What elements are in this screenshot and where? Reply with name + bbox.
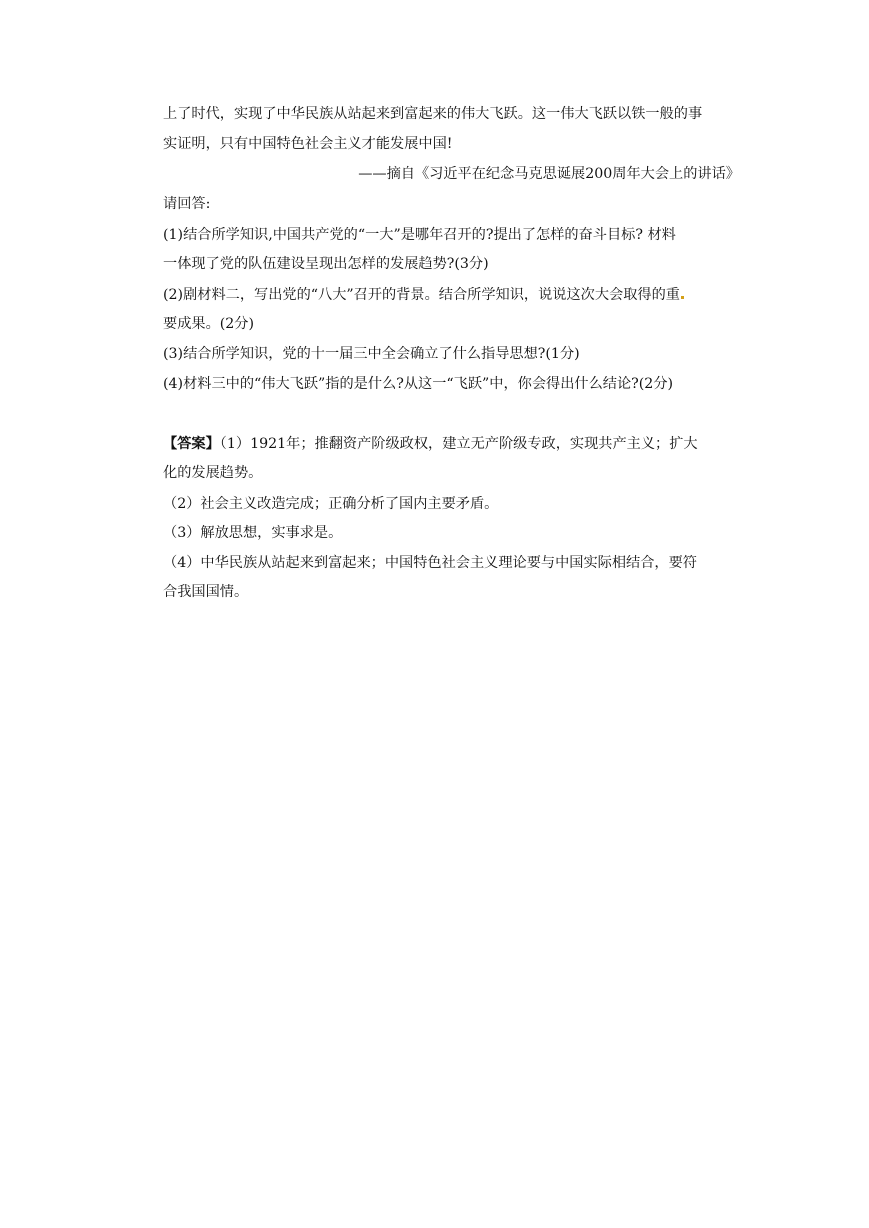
material-text-line-1: 上了时代，实现了中华民族从站起来到富起来的伟大飞跃。这一伟大飞跃以铁一般的事 [163,106,703,122]
answer-3: （3）解放思想，实事求是。 [163,525,343,541]
question-3: (3)结合所学知识，党的十一届三中全会确立了什么指导思想?(1分) [163,346,580,362]
answer-4-line-2: 合我国国情。 [163,584,249,600]
question-4: (4)材料三中的“伟大飞跃”指的是什么?从这一“飞跃”中，你会得出什么结论?(2分) [163,376,674,392]
answer-2: （2）社会主义改造完成；正确分析了国内主要矛盾。 [163,496,499,512]
material-source: ——摘自《习近平在纪念马克思诞展200周年大会上的讲话》 [358,166,740,182]
answer-prompt: 请回答: [163,196,211,212]
answer-1-line-1 [163,434,743,454]
question-2-line-2: 要成果。(2分) [163,316,255,332]
question-2-line-1 [163,285,743,305]
answer-label: 【答案】 [163,436,220,452]
question-1-line-2: 一体现了党的队伍建设呈现出怎样的发展趋势?(3分) [163,256,489,272]
answer-1-line-1-text: （1）1921年；推翻资产阶级政权，建立无产阶级专政，实现共产主义；扩大 [219,436,698,452]
material-text-line-2: 实证明，只有中国特色社会主义才能发展中国! [163,136,453,152]
answer-1-line-2: 化的发展趋势。 [163,465,263,481]
answer-4-line-1: （4）中华民族从站起来到富起来；中国特色社会主义理论要与中国实际相结合，要符 [163,555,697,571]
highlight-mark [681,296,684,299]
question-2-line-1-text: (2)剧材料二，写出党的“八大”召开的背景。结合所学知识，说说这次大会取得的重 [163,287,680,303]
question-1-line-1: (1)结合所学知识,中国共产党的“一大”是哪年召开的?提出了怎样的奋斗目标? 材料 [163,227,676,243]
